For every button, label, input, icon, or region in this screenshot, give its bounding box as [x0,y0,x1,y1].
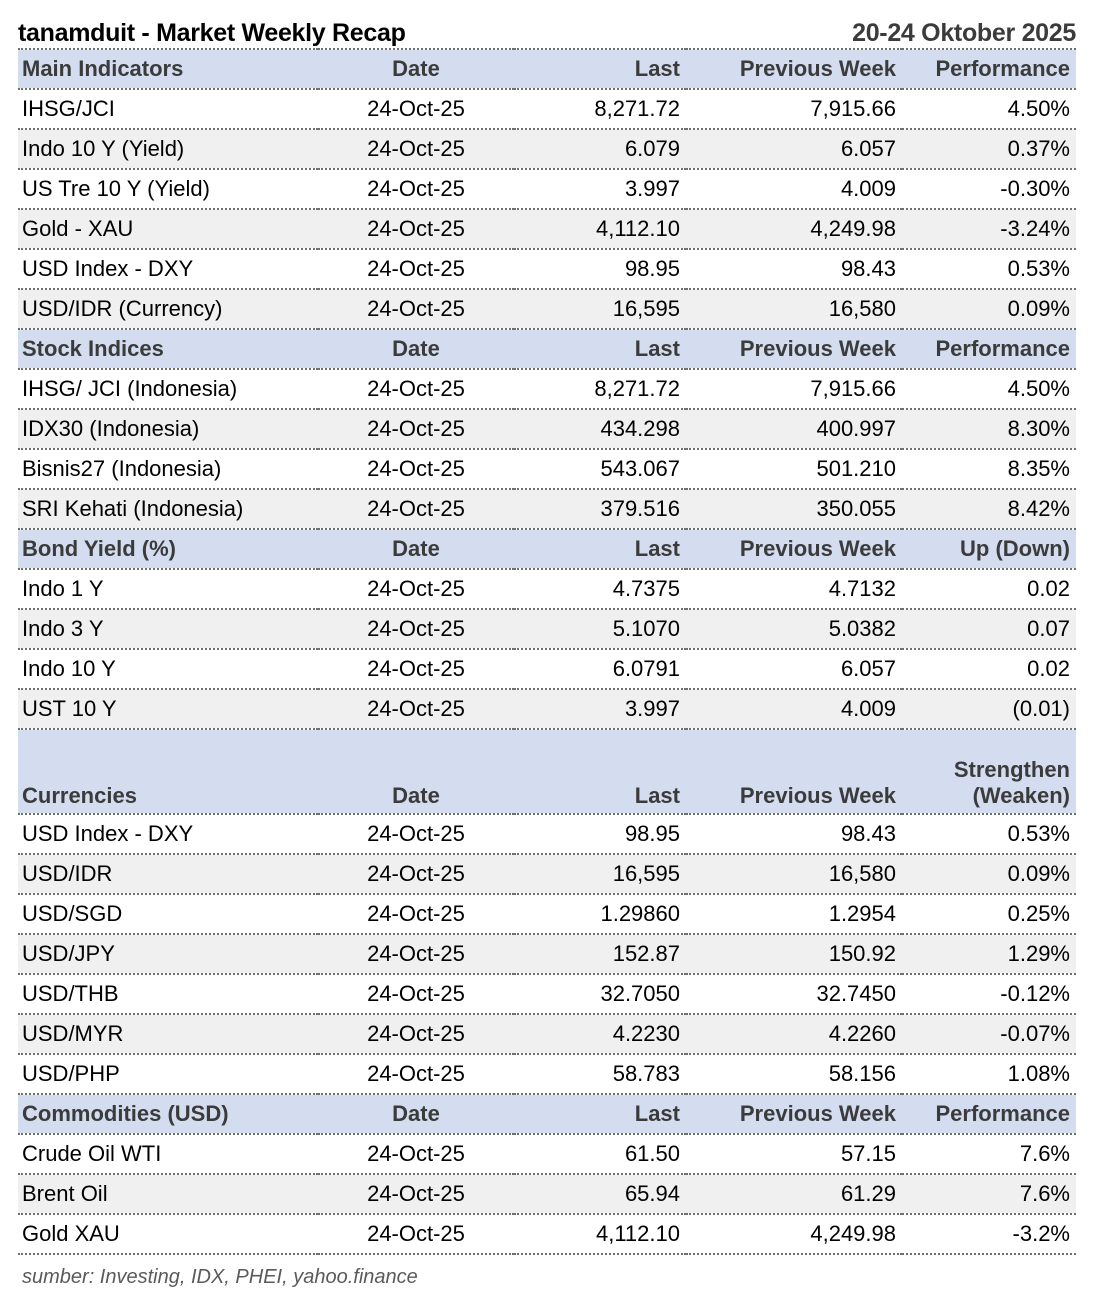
cell-main-indicators-date: 24-Oct-25 [318,89,514,129]
cell-commodities-date: 24-Oct-25 [318,1134,514,1174]
cell-bond-yield-performance: 0.07 [902,609,1076,649]
cell-main-indicators-previous_week: 7,915.66 [686,89,902,129]
cell-main-indicators-previous_week: 98.43 [686,249,902,289]
cell-bond-yield-label: Indo 1 Y [18,569,318,609]
table-row [18,1174,1076,1214]
table-row [18,854,1076,894]
cell-currencies-previous_week: 150.92 [686,934,902,974]
cell-stock-indices-date: 24-Oct-25 [318,449,514,489]
cell-stock-indices-date: 24-Oct-25 [318,409,514,449]
table-row [18,489,1076,529]
cell-commodities-label: Crude Oil WTI [18,1134,318,1174]
column-header-commodities-4: Performance [902,1094,1076,1134]
cell-bond-yield-label: Indo 10 Y [18,649,318,689]
date-range-label: 20-24 Oktober 2025 [852,19,1076,47]
cell-stock-indices-label: IHSG/ JCI (Indonesia) [18,369,318,409]
cell-currencies-performance: -0.12% [902,974,1076,1014]
cell-commodities-date: 24-Oct-25 [318,1174,514,1214]
cell-currencies-label: USD/IDR [18,854,318,894]
cell-commodities-performance: 7.6% [902,1134,1076,1174]
column-header-main-indicators-2: Last [514,49,686,89]
cell-stock-indices-performance: 4.50% [902,369,1076,409]
column-header-main-indicators-0: Main Indicators [18,49,318,89]
column-header-currencies-1: Date [318,729,514,814]
cell-main-indicators-performance: 4.50% [902,89,1076,129]
section-header-bond-yield [18,529,1076,569]
column-header-stock-indices-3: Previous Week [686,329,902,369]
table-body [18,49,1076,1254]
cell-currencies-performance: 0.53% [902,814,1076,854]
table-row [18,449,1076,489]
section-header-main-indicators [18,49,1076,89]
cell-currencies-label: USD/MYR [18,1014,318,1054]
cell-currencies-label: USD/THB [18,974,318,1014]
cell-main-indicators-date: 24-Oct-25 [318,169,514,209]
column-header-bond-yield-2: Last [514,529,686,569]
cell-main-indicators-last: 3.997 [514,169,686,209]
column-header-bond-yield-1: Date [318,529,514,569]
table-row [18,1014,1076,1054]
cell-commodities-previous_week: 4,249.98 [686,1214,902,1254]
cell-commodities-last: 61.50 [514,1134,686,1174]
market-recap-table [18,48,1076,1255]
cell-stock-indices-performance: 8.35% [902,449,1076,489]
cell-stock-indices-performance: 8.30% [902,409,1076,449]
column-header-main-indicators-3: Previous Week [686,49,902,89]
section-header-commodities [18,1094,1076,1134]
column-header-commodities-0: Commodities (USD) [18,1094,318,1134]
cell-commodities-previous_week: 61.29 [686,1174,902,1214]
cell-currencies-performance: 1.08% [902,1054,1076,1094]
cell-stock-indices-date: 24-Oct-25 [318,369,514,409]
cell-currencies-last: 152.87 [514,934,686,974]
table-row [18,1214,1076,1254]
cell-main-indicators-label: IHSG/JCI [18,89,318,129]
cell-currencies-last: 1.29860 [514,894,686,934]
cell-currencies-previous_week: 16,580 [686,854,902,894]
cell-main-indicators-label: USD/IDR (Currency) [18,289,318,329]
cell-currencies-previous_week: 98.43 [686,814,902,854]
cell-stock-indices-label: SRI Kehati (Indonesia) [18,489,318,529]
cell-commodities-performance: 7.6% [902,1174,1076,1214]
cell-currencies-label: USD/SGD [18,894,318,934]
cell-commodities-previous_week: 57.15 [686,1134,902,1174]
cell-bond-yield-previous_week: 4.7132 [686,569,902,609]
table-row [18,814,1076,854]
cell-stock-indices-label: Bisnis27 (Indonesia) [18,449,318,489]
table-row [18,569,1076,609]
cell-currencies-date: 24-Oct-25 [318,1014,514,1054]
column-header-currencies-2: Last [514,729,686,814]
table-row [18,249,1076,289]
cell-stock-indices-last: 8,271.72 [514,369,686,409]
cell-commodities-last: 65.94 [514,1174,686,1214]
cell-bond-yield-last: 6.0791 [514,649,686,689]
cell-currencies-last: 98.95 [514,814,686,854]
cell-currencies-label: USD/PHP [18,1054,318,1094]
column-header-currencies-3: Previous Week [686,729,902,814]
table-row [18,369,1076,409]
cell-bond-yield-performance: 0.02 [902,649,1076,689]
cell-bond-yield-last: 5.1070 [514,609,686,649]
table-row [18,609,1076,649]
cell-stock-indices-performance: 8.42% [902,489,1076,529]
cell-bond-yield-date: 24-Oct-25 [318,569,514,609]
cell-main-indicators-performance: 0.37% [902,129,1076,169]
cell-currencies-last: 58.783 [514,1054,686,1094]
cell-currencies-label: USD Index - DXY [18,814,318,854]
cell-currencies-date: 24-Oct-25 [318,934,514,974]
cell-stock-indices-last: 379.516 [514,489,686,529]
table-row [18,1054,1076,1094]
cell-currencies-date: 24-Oct-25 [318,974,514,1014]
cell-main-indicators-previous_week: 6.057 [686,129,902,169]
table-row [18,169,1076,209]
cell-main-indicators-performance: -3.24% [902,209,1076,249]
cell-main-indicators-date: 24-Oct-25 [318,289,514,329]
column-header-currencies-4 [902,729,1076,814]
cell-currencies-previous_week: 58.156 [686,1054,902,1094]
cell-main-indicators-date: 24-Oct-25 [318,129,514,169]
cell-bond-yield-previous_week: 5.0382 [686,609,902,649]
column-header-commodities-1: Date [318,1094,514,1134]
section-header-stock-indices [18,329,1076,369]
cell-bond-yield-date: 24-Oct-25 [318,689,514,729]
cell-main-indicators-previous_week: 16,580 [686,289,902,329]
cell-main-indicators-date: 24-Oct-25 [318,209,514,249]
table-row [18,934,1076,974]
cell-main-indicators-previous_week: 4,249.98 [686,209,902,249]
cell-currencies-date: 24-Oct-25 [318,894,514,934]
cell-currencies-performance: 0.25% [902,894,1076,934]
column-header-stock-indices-1: Date [318,329,514,369]
cell-bond-yield-last: 3.997 [514,689,686,729]
cell-bond-yield-date: 24-Oct-25 [318,649,514,689]
cell-bond-yield-performance: 0.02 [902,569,1076,609]
cell-main-indicators-last: 6.079 [514,129,686,169]
table-row [18,289,1076,329]
table-row [18,894,1076,934]
cell-bond-yield-label: Indo 3 Y [18,609,318,649]
column-header-commodities-2: Last [514,1094,686,1134]
cell-main-indicators-last: 98.95 [514,249,686,289]
cell-stock-indices-label: IDX30 (Indonesia) [18,409,318,449]
cell-stock-indices-previous_week: 350.055 [686,489,902,529]
cell-main-indicators-last: 8,271.72 [514,89,686,129]
table-row [18,974,1076,1014]
cell-main-indicators-performance: -0.30% [902,169,1076,209]
cell-stock-indices-last: 434.298 [514,409,686,449]
cell-main-indicators-last: 4,112.10 [514,209,686,249]
cell-main-indicators-label: Gold - XAU [18,209,318,249]
cell-stock-indices-date: 24-Oct-25 [318,489,514,529]
cell-bond-yield-previous_week: 4.009 [686,689,902,729]
cell-commodities-last: 4,112.10 [514,1214,686,1254]
column-header-commodities-3: Previous Week [686,1094,902,1134]
column-header-stock-indices-0: Stock Indices [18,329,318,369]
page-title: tanamduit - Market Weekly Recap [18,19,406,47]
cell-currencies-performance: 0.09% [902,854,1076,894]
cell-commodities-label: Gold XAU [18,1214,318,1254]
table-row [18,1134,1076,1174]
cell-currencies-date: 24-Oct-25 [318,814,514,854]
column-header-currencies-0: Currencies [18,729,318,814]
cell-main-indicators-label: Indo 10 Y (Yield) [18,129,318,169]
cell-bond-yield-label: UST 10 Y [18,689,318,729]
document-header [18,0,1076,48]
cell-commodities-performance: -3.2% [902,1214,1076,1254]
table-row [18,689,1076,729]
column-header-main-indicators-1: Date [318,49,514,89]
cell-currencies-performance: 1.29% [902,934,1076,974]
cell-currencies-last: 16,595 [514,854,686,894]
cell-currencies-previous_week: 1.2954 [686,894,902,934]
table-row [18,89,1076,129]
column-header-bond-yield-4: Up (Down) [902,529,1076,569]
cell-main-indicators-label: US Tre 10 Y (Yield) [18,169,318,209]
column-header-stock-indices-4: Performance [902,329,1076,369]
column-header-bond-yield-3: Previous Week [686,529,902,569]
column-header-line2: (Weaken) [972,783,1070,809]
cell-bond-yield-date: 24-Oct-25 [318,609,514,649]
cell-main-indicators-performance: 0.53% [902,249,1076,289]
cell-main-indicators-date: 24-Oct-25 [318,249,514,289]
section-header-currencies [18,729,1076,814]
cell-commodities-date: 24-Oct-25 [318,1214,514,1254]
cell-currencies-date: 24-Oct-25 [318,1054,514,1094]
cell-main-indicators-previous_week: 4.009 [686,169,902,209]
column-header-main-indicators-4: Performance [902,49,1076,89]
cell-main-indicators-performance: 0.09% [902,289,1076,329]
cell-currencies-performance: -0.07% [902,1014,1076,1054]
column-header-stock-indices-2: Last [514,329,686,369]
cell-stock-indices-previous_week: 7,915.66 [686,369,902,409]
table-row [18,209,1076,249]
cell-bond-yield-previous_week: 6.057 [686,649,902,689]
cell-main-indicators-label: USD Index - DXY [18,249,318,289]
cell-currencies-previous_week: 4.2260 [686,1014,902,1054]
cell-commodities-label: Brent Oil [18,1174,318,1214]
cell-currencies-date: 24-Oct-25 [318,854,514,894]
cell-currencies-previous_week: 32.7450 [686,974,902,1014]
column-header-line1: Strengthen [953,757,1070,783]
cell-main-indicators-last: 16,595 [514,289,686,329]
source-note: sumber: Investing, IDX, PHEI, yahoo.finance [22,1266,418,1288]
table-row [18,649,1076,689]
cell-currencies-last: 32.7050 [514,974,686,1014]
cell-bond-yield-last: 4.7375 [514,569,686,609]
table-row [18,129,1076,169]
cell-stock-indices-previous_week: 501.210 [686,449,902,489]
cell-bond-yield-performance: (0.01) [902,689,1076,729]
cell-stock-indices-last: 543.067 [514,449,686,489]
table-row [18,409,1076,449]
cell-stock-indices-previous_week: 400.997 [686,409,902,449]
cell-currencies-label: USD/JPY [18,934,318,974]
cell-currencies-last: 4.2230 [514,1014,686,1054]
column-header-bond-yield-0: Bond Yield (%) [18,529,318,569]
